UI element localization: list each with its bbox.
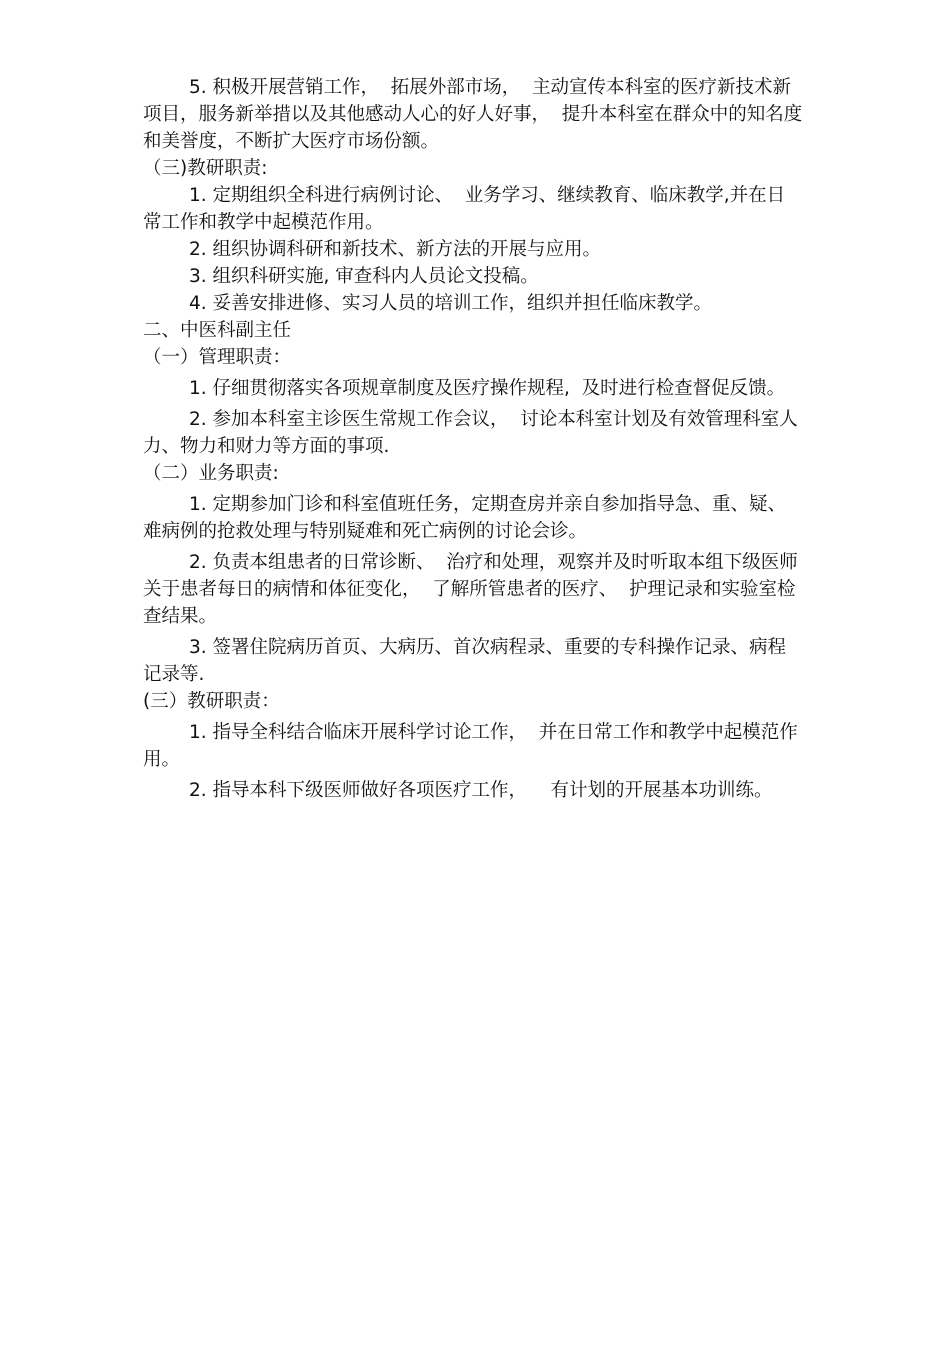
paragraph-item-1-outpatient-rounds: 1. 定期参加门诊和科室值班任务，定期查房并亲自参加指导急、重、疑、难病例的抢救处理与特别疑难和死亡病例的讨论会诊。 bbox=[143, 494, 787, 542]
paragraph-item-3-sign-records: 3. 签署住院病历首页、大病历、首次病程录、重要的专科操作记录、病程记录等. bbox=[143, 637, 787, 685]
chapter-heading-deputy-director: 二、中医科副主任 bbox=[143, 320, 292, 341]
paragraph-item-2-patient-care: 2. 负责本组患者的日常诊断、 治疗和处理，观察并及时听取本组下级医师关于患者每日的病情和体征变化， 了解所管患者的医疗、 护理记录和实验室检查结果。 bbox=[143, 552, 798, 627]
paragraph-item-2-coordinate-research: 2. 组织协调科研和新技术、新方法的开展与应用。 bbox=[189, 239, 602, 260]
document-body bbox=[143, 74, 803, 804]
paragraph-item-1-case-discussion: 1. 定期组织全科进行病例讨论、 业务学习、继续教育、临床教学,并在日常工作和教学中起模范作用。 bbox=[143, 185, 786, 233]
section-heading-teaching-research-1: （三)教研职责: bbox=[143, 158, 268, 179]
paragraph-item-2-guide-physicians: 2. 指导本科下级医师做好各项医疗工作， 有计划的开展基本功训练。 bbox=[189, 780, 773, 801]
paragraph-item-4-training: 4. 妥善安排进修、实习人员的培训工作，组织并担任临床教学。 bbox=[189, 293, 713, 314]
paragraph-item-3-research-implementation: 3. 组织科研实施, 审查科内人员论文投稿。 bbox=[189, 266, 539, 287]
paragraph-item-5-marketing: 5. 积极开展营销工作， 拓展外部市场， 主动宣传本科室的医疗新技术新项目，服务新举措以及其他感动人心的好人好事， 提升本科室在群众中的知名度和美誉度，不断扩大医疗市场份额。 bbox=[143, 77, 803, 152]
paragraph-item-2-meetings: 2. 参加本科室主诊医生常规工作会议， 讨论本科室计划及有效管理科室人力、物力和财力等方面的事项. bbox=[143, 409, 798, 457]
section-heading-management: （一）管理职责： bbox=[143, 347, 292, 368]
section-heading-teaching-research-2: (三）教研职责： bbox=[143, 691, 280, 712]
paragraph-item-1-guide-discussion: 1. 指导全科结合临床开展科学讨论工作， 并在日常工作和教学中起模范作用。 bbox=[143, 722, 798, 770]
paragraph-item-1-regulations: 1. 仔细贯彻落实各项规章制度及医疗操作规程, 及时进行检查督促反馈。 bbox=[189, 378, 786, 399]
section-heading-business: （二）业务职责: bbox=[143, 463, 279, 484]
